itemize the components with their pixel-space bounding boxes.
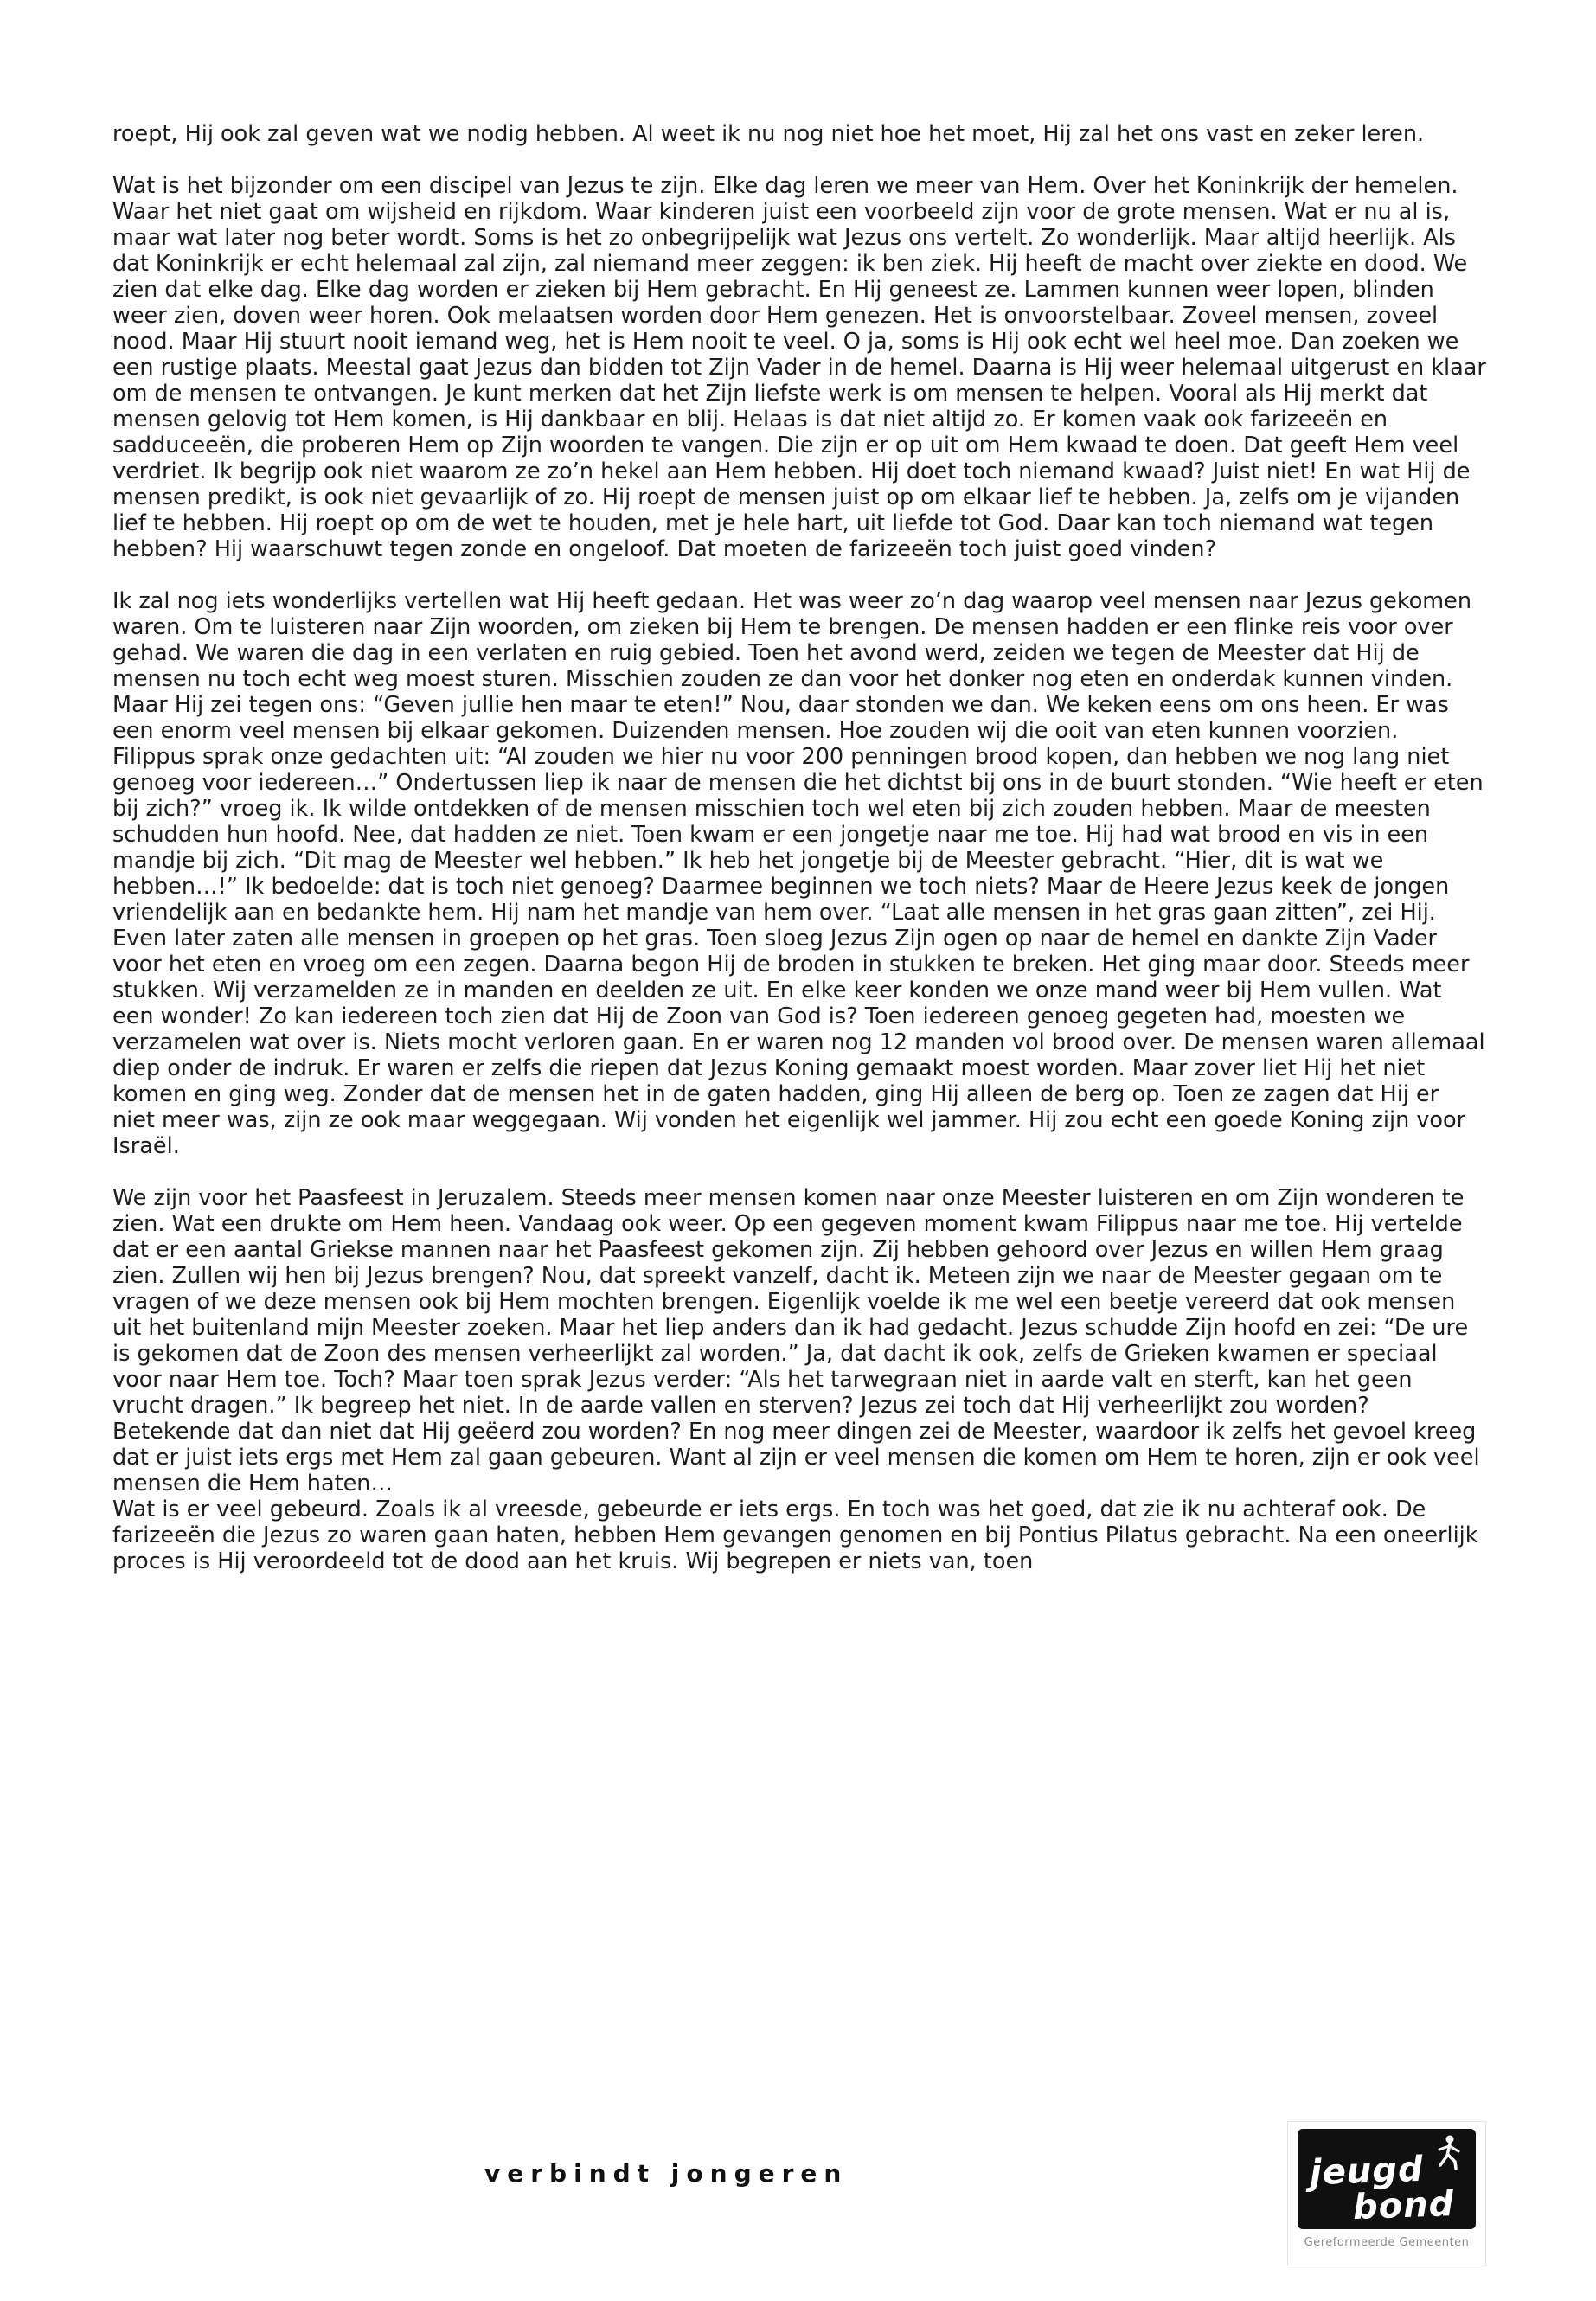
paragraph-1: roept, Hij ook zal geven wat we nodig hebben. Al weet ik nu nog niet hoe het moet, Hij zal het ons vast en zeker leren. [112,121,1425,147]
paragraph-4: We zijn voor het Paasfeest in Jeruzalem. Steeds meer mensen komen naar onze Meester luisteren en om Zijn wonderen te zien. Wat een drukte om Hem heen. Vandaag ook weer. Op een gegeven moment kwam Filippus naar me toe. Hij vertelde dat er een aantal Griekse mannen naar het Paasfeest gekomen zijn. Zij hebben gehoord over Jezus en willen Hem graag zien. Zullen wij hen bij Jezus brengen? Nou, dat spreekt vanzelf, dacht ik. Meteen zijn we naar de Meester gegaan om te vragen of we deze mensen ook bij Hem mochten brengen. Eigenlijk voelde ik me wel een beetje vereerd dat ook mensen uit het buitenland mijn Meester zoeken. Maar het liep anders dan ik had gedacht. Jezus schudde Zijn hoofd en zei: “De ure is gekomen dat de Zoon des mensen verheerlijkt zal worden.” Ja, dat dacht ik ook, zelfs de Grieken kwamen er speciaal voor naar Hem toe. Toch? Maar toen sprak Jezus verder: “Als het tarwegraan niet in aarde valt en sterft, kan het geen vrucht dragen.” Ik begreep het niet. In de aarde vallen en sterven? Jezus zei toch dat Hij verheerlijkt zou worden? Betekende dat dan niet dat Hij geëerd zou worden? En nog meer dingen zei de Meester, waardoor ik zelfs het gevoel kreeg dat er juist iets ergs met Hem zal gaan gebeuren. Want al zijn er veel mensen die komen om Hem te horen, zijn er ook veel mensen die Hem haten… [112,1185,1480,1497]
document-body [112,121,1488,1600]
tagline-verbindt-jongeren: verbindt jongeren [484,2159,849,2188]
logo-word-bond: bond [1352,2183,1456,2228]
jeugdbond-logo [1287,2121,1486,2266]
logo-word-jeugd: jeugd [1309,2149,1425,2194]
paragraph-2: Wat is het bijzonder om een discipel van Jezus te zijn. Elke dag leren we meer van Hem. Over het Koninkrijk der hemelen. Waar het niet gaat om wijsheid en rijkdom. Waar kinderen juist een voorbeeld zijn voor de grote mensen. Wat er nu al is, maar wat later nog beter wordt. Soms is het zo onbegrijpelijk wat Jezus ons vertelt. Zo wonderlijk. Maar altijd heerlijk. Als dat Koninkrijk er echt helemaal zal zijn, zal niemand meer zeggen: ik ben ziek. Hij heeft de macht over ziekte en dood. We zien dat elke dag. Elke dag worden er zieken bij Hem gebracht. En Hij geneest ze. Lammen kunnen weer lopen, blinden weer zien, doven weer horen. Ook melaatsen worden door Hem genezen. Het is onvoorstelbaar. Zoveel mensen, zoveel nood. Maar Hij stuurt nooit iemand weg, het is Hem nooit te veel. O ja, soms is Hij ook echt wel heel moe. Dan zoeken we een rustige plaats. Meestal gaat Jezus dan bidden tot Zijn Vader in de hemel. Daarna is Hij weer helemaal uitgerust en klaar om de mensen te ontvangen. Je kunt merken dat het Zijn liefste werk is om mensen te helpen. Vooral als Hij merkt dat mensen gelovig tot Hem komen, is Hij dankbaar en blij. Helaas is dat niet altijd zo. Er komen vaak ook farizeeën en sadduceeën, die proberen Hem op Zijn woorden te vangen. Die zijn er op uit om Hem kwaad te doen. Dat geeft Hem veel verdriet. Ik begrijp ook niet waarom ze zo’n hekel aan Hem hebben. Hij doet toch niemand kwaad? Juist niet! En wat Hij de mensen predikt, is ook niet gevaarlijk of zo. Hij roept de mensen juist op om elkaar lief te hebben. Ja, zelfs om je vijanden lief te hebben. Hij roept op om de wet te houden, met je hele hart, uit liefde tot God. Daar kan toch niemand wat tegen hebben? Hij waarschuwt tegen zonde en ongeloof. Dat moeten de farizeeën toch juist goed vinden? [112,173,1486,562]
paragraph-5: Wat is er veel gebeurd. Zoals ik al vreesde, gebeurde er iets ergs. En toch was het goed, dat zie ik nu achteraf ook. De farizeeën die Jezus zo waren gaan haten, hebben Hem gevangen genomen en bij Pontius Pilatus gebracht. Na een oneerlijk proces is Hij veroordeeld tot de dood aan het kruis. Wij begrepen er niets van, toen [112,1497,1478,1574]
jeugdbond-logo-mark [1298,2129,1476,2229]
person-icon [1427,2132,1467,2172]
paragraph-3: Ik zal nog iets wonderlijks vertellen wat Hij heeft gedaan. Het was weer zo’n dag waarop veel mensen naar Jezus gekomen waren. Om te luisteren naar Zijn woorden, om zieken bij Hem te brengen. De mensen hadden er een flinke reis voor over gehad. We waren die dag in een verlaten en ruig gebied. Toen het avond werd, zeiden we tegen de Meester dat Hij de mensen nu toch echt weg moest sturen. Misschien zouden ze dan voor het donker nog eten en onderdak kunnen vinden. Maar Hij zei tegen ons: “Geven jullie hen maar te eten!” Nou, daar stonden we dan. We keken eens om ons heen. Er was een enorm veel mensen bij elkaar gekomen. Duizenden mensen. Hoe zouden wij die ooit van eten kunnen voorzien. Filippus sprak onze gedachten uit: “Al zouden we hier nu voor 200 penningen brood kopen, dan hebben we nog lang niet genoeg voor iedereen…” Ondertussen liep ik naar de mensen die het dichtst bij ons in de buurt stonden. “Wie heeft er eten bij zich?” vroeg ik. Ik wilde ontdekken of de mensen misschien toch wel eten bij zich zouden hebben. Maar de meesten schudden hun hoofd. Nee, dat hadden ze niet. Toen kwam er een jongetje naar me toe. Hij had wat brood en vis in een mandje bij zich. “Dit mag de Meester wel hebben.” Ik heb het jongetje bij de Meester gebracht. “Hier, dit is wat we hebben…!” Ik bedoelde: dat is toch niet genoeg? Daarmee beginnen we toch niets? Maar de Heere Jezus keek de jongen vriendelijk aan en bedankte hem. Hij nam het mandje van hem over. “Laat alle mensen in het gras gaan zitten”, zei Hij. Even later zaten alle mensen in groepen op het gras. Toen sloeg Jezus Zijn ogen op naar de hemel en dankte Zijn Vader voor het eten en vroeg om een zegen. Daarna begon Hij de broden in stukken te breken. Het ging maar door. Steeds meer stukken. Wij verzamelden ze in manden en deelden ze uit. En elke keer konden we onze mand weer bij Hem vullen. Wat een wonder! Zo kan iedereen toch zien dat Hij de Zoon van God is? Toen iedereen genoeg gegeten had, moesten we verzamelen wat over is. Niets mocht verloren gaan. En er waren nog 12 manden vol brood over. De mensen waren allemaal diep onder de indruk. Er waren er zelfs die riepen dat Jezus Koning gemaakt moest worden. Maar zover liet Hij het niet komen en ging weg. Zonder dat de mensen het in de gaten hadden, ging Hij alleen de berg op. Toen ze zagen dat Hij er niet meer was, zijn ze ook maar weggegaan. Wij vonden het eigenlijk wel jammer. Hij zou echt een goede Koning zijn voor Israël. [112,588,1485,1159]
logo-subtitle: Gereformeerde Gemeenten [1304,2236,1470,2249]
